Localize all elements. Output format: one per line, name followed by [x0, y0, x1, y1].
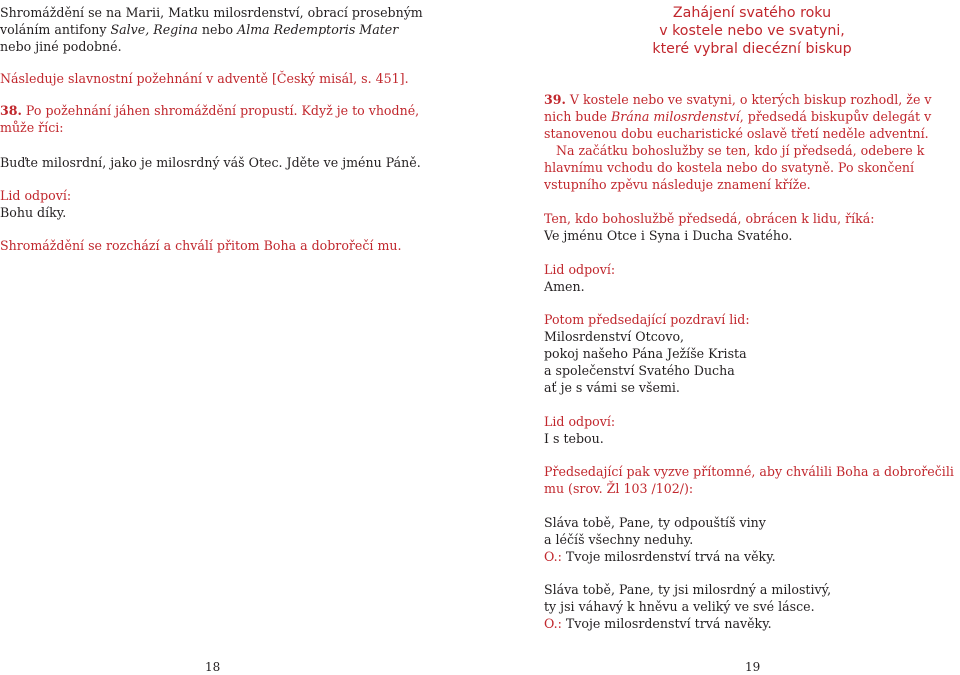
item-39: 39. V kostele nebo ve svatyni, o kterých biskup rozhodl, že v nich bude Brána milosrdenství, předsedá biskupův delegát v stanovenou dobu eucharistické oslavě třetí neděle adventní. Na začátku bohoslužby se ten, kdo jí předsedá, odebere k hlavnímu vchodu do kostela nebo do svatyně. Po skončení vstupního zpěvu následuje znamení kříže. — [544, 92, 932, 192]
response2-label: Lid odpoví: — [544, 414, 616, 429]
antiphon-salve: Salve, Regina — [110, 22, 198, 37]
refrain-marker: O.: — [544, 549, 562, 564]
page-number-right: 19 — [745, 660, 761, 674]
response-text: Bohu díky. — [0, 205, 67, 220]
stanza-1: Sláva tobě, Pane, ty odpouštíš viny a léčíš všechny neduhy. O.: Tvoje milosrdenství trvá na věky. — [544, 515, 776, 564]
presider-text: Ve jménu Otce i Syna i Ducha Svatého. — [544, 228, 793, 243]
response-label: Lid odpoví: — [0, 188, 72, 203]
stanza-2: Sláva tobě, Pane, ty jsi milosrdný a milostivý, ty jsi váhavý k hněvu a veliký ve své lásce. O.: Tvoje milosrdenství trvá navěky. — [544, 582, 832, 631]
page-number-left: 18 — [205, 660, 221, 674]
intro-paragraph: Shromáždění se na Marii, Matku milosrdenství, obrací prosebným voláním antifony Salve, Regina nebo Alma Redemptoris Mater nebo jiné podobné. — [0, 5, 423, 54]
item-38: 38. Po požehnání jáhen shromáždění propustí. Když je to vhodné, může říci: — [0, 103, 420, 135]
greeting-rubric: Potom předsedající pozdraví lid: — [544, 312, 750, 327]
section-title: Zahájení svatého roku v kostele nebo ve svatyni, které vybral diecézní biskup — [652, 5, 852, 57]
presider-rubric: Ten, kdo bohoslužbě předsedá, obrácen k lidu, říká: — [544, 211, 875, 226]
response2-text: I s tebou. — [544, 431, 604, 446]
refrain-text: Tvoje milosrdenství trvá navěky. — [561, 616, 772, 631]
blessing-reference: Následuje slavnostní požehnání v adventě [Český misál, s. 451]. — [0, 71, 409, 86]
refrain-marker: O.: — [544, 616, 562, 631]
response1-label: Lid odpoví: — [544, 262, 616, 277]
refrain-text: Tvoje milosrdenství trvá na věky. — [561, 549, 776, 564]
closing-rubric: Shromáždění se rozchází a chválí přitom Boha a dobrořečí mu. — [0, 238, 402, 253]
item-39-number: 39. — [544, 92, 566, 107]
greeting-text: Milosrdenství Otcovo, pokoj našeho Pána Ježíše Krista a společenství Svatého Ducha ať je s vámi se všemi. — [544, 329, 747, 395]
invite-rubric: Předsedající pak vyzve přítomné, aby chválili Boha a dobrořečili mu (srov. Žl 103 /102/): — [544, 464, 954, 496]
antiphon-alma: Alma Redemptoris Mater — [237, 22, 399, 37]
dismissal-text: Buďte milosrdní, jako je milosrdný váš Otec. Jděte ve jménu Páně. — [0, 155, 421, 170]
response1-text: Amen. — [544, 279, 585, 294]
item-38-number: 38. — [0, 103, 22, 118]
